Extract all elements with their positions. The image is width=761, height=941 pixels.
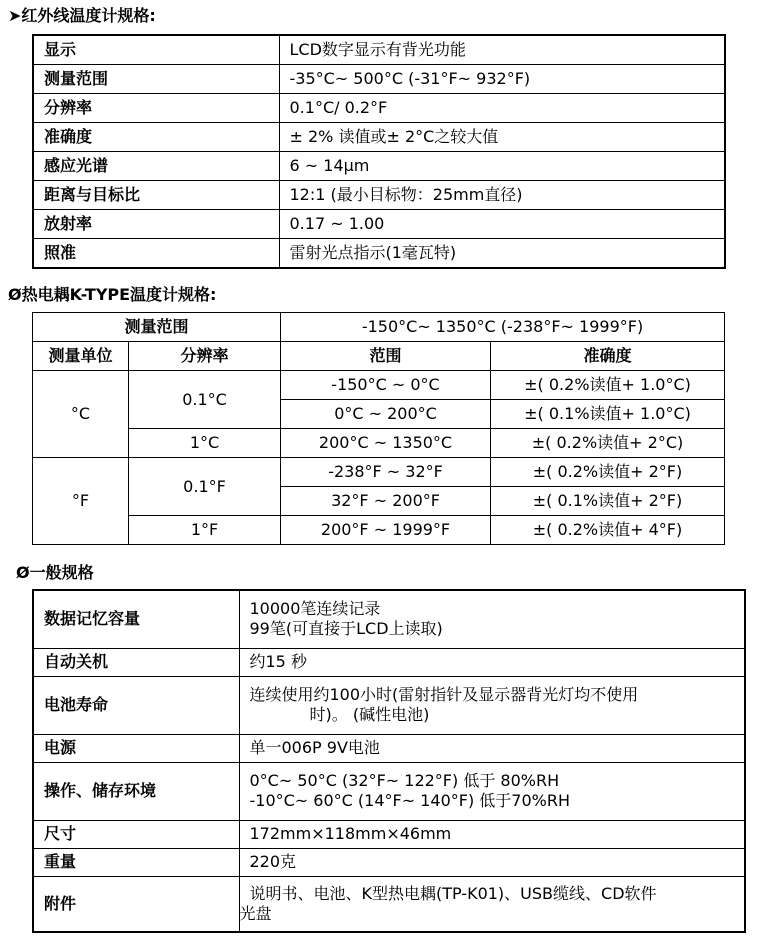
tc-header-unit: 测量单位 xyxy=(33,342,129,371)
table-row xyxy=(33,429,725,458)
environment-line-1: 0°C~ 50°C (32°F~ 122°F) 低于 80%RH xyxy=(249,771,560,790)
tc-accuracy-cell: ±( 0.2%读值+ 4°F) xyxy=(491,516,725,545)
tc-accuracy-cell: ±( 0.1%读值+ 2°F) xyxy=(491,487,725,516)
environment-label: 操作、储存环境 xyxy=(33,762,239,820)
table-row xyxy=(33,648,745,676)
tc-res-celsius-b: 1°C xyxy=(129,429,281,458)
ir-spec-label: 准确度 xyxy=(33,123,279,152)
ir-spec-label: 放射率 xyxy=(33,210,279,239)
tc-accuracy-cell: ±( 0.2%读值+ 1.0°C) xyxy=(491,371,725,400)
accessories-line-1: 说明书、电池、K型热电耦(TP-K01)、USB缆线、CD软件 xyxy=(249,883,657,903)
tc-header-row xyxy=(33,342,725,371)
table-row xyxy=(33,181,725,210)
environment-value xyxy=(239,762,745,820)
table-row xyxy=(33,371,725,400)
tc-accuracy-cell: ±( 0.2%读值+ 2°F) xyxy=(491,458,725,487)
battery-life-label: 电池寿命 xyxy=(33,676,239,734)
size-label: 尺寸 xyxy=(33,820,239,848)
ir-spec-label: 测量范围 xyxy=(33,65,279,94)
ir-spec-table xyxy=(32,34,726,269)
power-label: 电源 xyxy=(33,734,239,762)
ir-spec-label: 照准 xyxy=(33,239,279,269)
tc-range-cell: -150°C ~ 0°C xyxy=(281,371,491,400)
tc-unit-celsius: °C xyxy=(33,371,129,458)
table-row xyxy=(33,65,725,94)
memory-line-2: 99笔(可直接于LCD上读取) xyxy=(249,619,443,639)
ir-spec-value: 0.17 ~ 1.00 xyxy=(279,210,725,239)
table-row xyxy=(33,876,745,932)
ir-spec-label: 感应光谱 xyxy=(33,152,279,181)
tc-unit-fahrenheit: °F xyxy=(33,458,129,545)
table-row xyxy=(33,848,745,876)
tc-header-resolution: 分辨率 xyxy=(129,342,281,371)
table-row xyxy=(33,35,725,65)
weight-label: 重量 xyxy=(33,848,239,876)
table-row xyxy=(33,676,745,734)
tc-range-value: -150°C~ 1350°C (-238°F~ 1999°F) xyxy=(281,313,725,342)
ir-spec-value: 6 ~ 14μm xyxy=(279,152,725,181)
battery-life-line-1: 连续使用约100小时(雷射指针及显示器背光灯均不使用 xyxy=(249,685,639,704)
battery-life-line-2: 时)。 (碱性电池) xyxy=(309,705,430,724)
tc-range-row xyxy=(33,313,725,342)
size-value: 172mm×118mm×46mm xyxy=(239,820,745,848)
auto-off-label: 自动关机 xyxy=(33,648,239,676)
table-row xyxy=(33,762,745,820)
tc-range-cell: 200°F ~ 1999°F xyxy=(281,516,491,545)
weight-value: 220克 xyxy=(239,848,745,876)
tc-range-label: 测量范围 xyxy=(33,313,281,342)
tc-spec-heading: Ø热电耦K-TYPE温度计规格: xyxy=(8,285,217,304)
memory-value xyxy=(239,590,745,648)
general-spec-heading: Ø一般规格 xyxy=(16,563,94,582)
ir-spec-value: -35°C~ 500°C (-31°F~ 932°F) xyxy=(279,65,725,94)
ir-spec-value: ± 2% 读值或± 2°C之较大值 xyxy=(279,123,725,152)
general-spec-table xyxy=(32,589,746,933)
tc-range-cell: 200°C ~ 1350°C xyxy=(281,429,491,458)
tc-accuracy-cell: ±( 0.1%读值+ 1.0°C) xyxy=(491,400,725,429)
tc-spec-table xyxy=(32,312,725,545)
ir-spec-heading: ➤红外线温度计规格: xyxy=(8,6,156,25)
auto-off-value: 约15 秒 xyxy=(239,648,745,676)
ir-spec-label: 显示 xyxy=(33,35,279,65)
table-row xyxy=(33,152,725,181)
accessories-value xyxy=(239,876,745,932)
table-row xyxy=(33,458,725,487)
tc-range-cell: 0°C ~ 200°C xyxy=(281,400,491,429)
tc-range-cell: 32°F ~ 200°F xyxy=(281,487,491,516)
environment-line-2: -10°C~ 60°C (14°F~ 140°F) 低于70%RH xyxy=(249,791,570,810)
tc-header-accuracy: 准确度 xyxy=(491,342,725,371)
ir-spec-value: 12:1 (最小目标物：25mm直径) xyxy=(279,181,725,210)
memory-label: 数据记忆容量 xyxy=(33,590,239,648)
table-row xyxy=(33,94,725,123)
table-row xyxy=(33,210,725,239)
table-row xyxy=(33,239,725,269)
tc-range-cell: -238°F ~ 32°F xyxy=(281,458,491,487)
ir-spec-value: LCD数字显示有背光功能 xyxy=(279,35,725,65)
ir-spec-label: 距离与目标比 xyxy=(33,181,279,210)
table-row xyxy=(33,516,725,545)
memory-line-1: 10000笔连续记录 xyxy=(249,599,381,619)
tc-res-celsius-a: 0.1°C xyxy=(129,371,281,429)
tc-accuracy-cell: ±( 0.2%读值+ 2°C) xyxy=(491,429,725,458)
accessories-label: 附件 xyxy=(33,876,239,932)
accessories-line-2: 光盘 xyxy=(239,903,272,923)
table-row xyxy=(33,590,745,648)
ir-spec-value: 0.1°C/ 0.2°F xyxy=(279,94,725,123)
tc-header-range: 范围 xyxy=(281,342,491,371)
table-row xyxy=(33,123,725,152)
tc-res-fahrenheit-b: 1°F xyxy=(129,516,281,545)
tc-res-fahrenheit-a: 0.1°F xyxy=(129,458,281,516)
power-value: 单一006P 9V电池 xyxy=(239,734,745,762)
table-row xyxy=(33,820,745,848)
battery-life-value xyxy=(239,676,745,734)
ir-spec-label: 分辨率 xyxy=(33,94,279,123)
ir-spec-value: 雷射光点指示(1毫瓦特) xyxy=(279,239,725,269)
table-row xyxy=(33,734,745,762)
